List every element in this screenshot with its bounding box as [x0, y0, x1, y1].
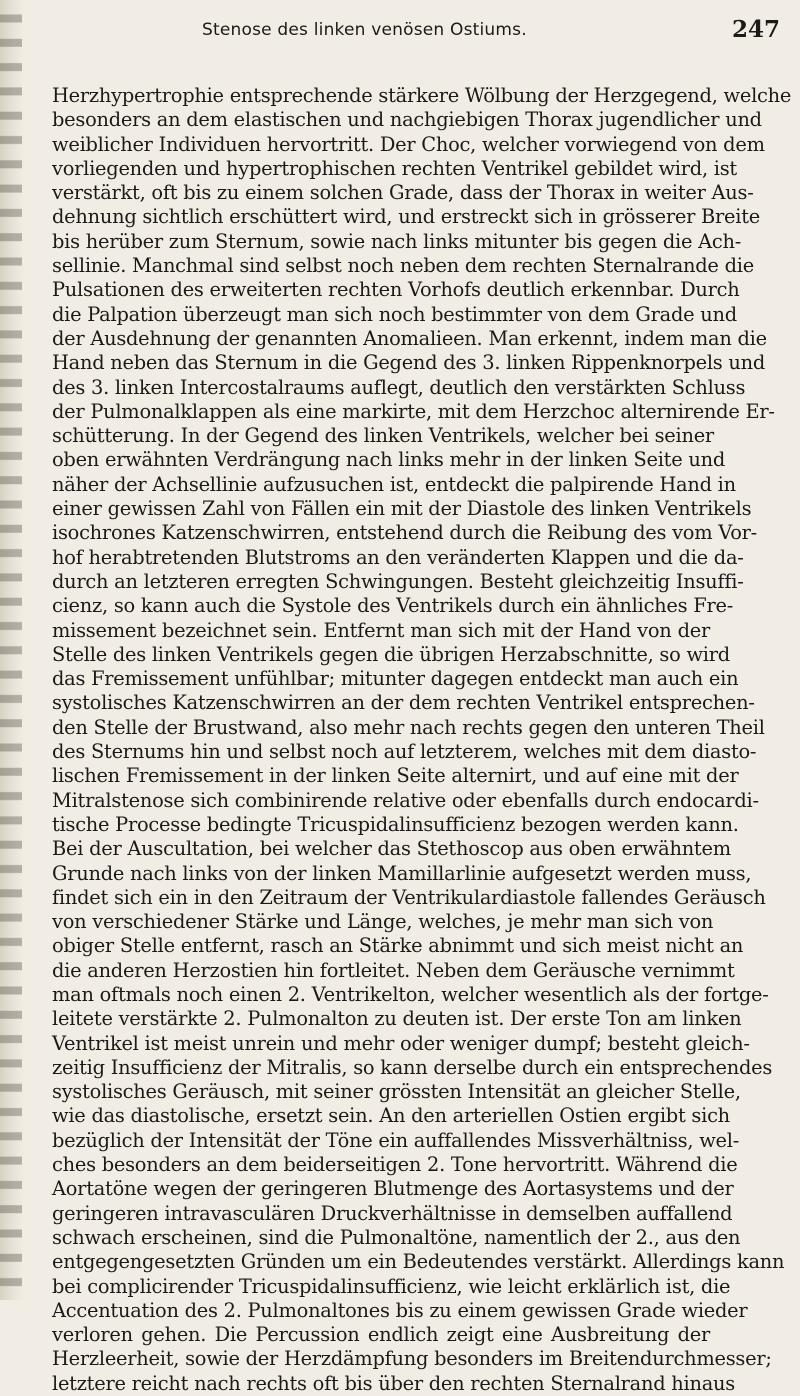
- text-line: obiger Stelle entfernt, rasch an Stärke abnimmt und sich meist nicht an: [52, 934, 744, 958]
- text-line: entgegengesetzten Gründen um ein Bedeutendes verstärkt. Allerdings kann: [52, 1250, 785, 1274]
- text-line: letztere reicht nach rechts oft bis über den rechten Sternalrand hinaus: [52, 1371, 735, 1395]
- text-line: leitete verstärkte 2. Pulmonalton zu deuten ist. Der erste Ton am linken: [52, 1007, 742, 1031]
- text-line: verloren gehen. Die Percussion endlich zeigt eine Ausbreitung der: [52, 1323, 710, 1347]
- text-line: vorliegenden und hypertrophischen rechten Ventrikel gebildet wird, ist: [52, 156, 737, 180]
- text-line: verstärkt, oft bis zu einem solchen Grade, dass der Thorax in weiter Aus-: [52, 181, 754, 205]
- text-line: hof herabtretenden Blutstroms an den veränderten Klappen und die da-: [52, 545, 744, 569]
- page-header: [52, 14, 780, 54]
- running-head: Stenose des linken venösen Ostiums.: [202, 20, 527, 40]
- text-line: schütterung. In der Gegend des linken Ventrikels, welcher bei seiner: [52, 424, 714, 448]
- text-line: Grunde nach links von der linken Mamillarlinie aufgesetzt werden muss,: [52, 861, 752, 885]
- text-line: Ventrikel ist meist unrein und mehr oder weniger dumpf; besteht gleich-: [52, 1031, 750, 1055]
- text-line: tische Processe bedingte Tricuspidalinsufficienz bezogen werden kann.: [52, 812, 739, 836]
- text-line: ches besonders an dem beiderseitigen 2. Tone hervortritt. Während die: [52, 1153, 738, 1177]
- text-line: der Pulmonalklappen als eine markirte, mit dem Herzchoc alternirende Er-: [52, 399, 775, 423]
- text-line: Bei der Auscultation, bei welcher das Stethoscop aus oben erwähntem: [52, 837, 731, 861]
- text-line: oben erwähnten Verdrängung nach links mehr in der linken Seite und: [52, 448, 726, 472]
- text-line: Mitralstenose sich combinirende relative oder ebenfalls durch endocardi-: [52, 788, 759, 812]
- text-line: bis herüber zum Sternum, sowie nach links mitunter bis gegen die Ach-: [52, 229, 742, 253]
- text-line: des Sternums hin und selbst noch auf letzterem, welches mit dem diasto-: [52, 740, 757, 764]
- binding-stitch-marks: [0, 0, 22, 1300]
- text-line: cienz, so kann auch die Systole des Ventrikels durch ein ähnliches Fre-: [52, 594, 734, 618]
- text-line: Herzleerheit, sowie der Herzdämpfung besonders im Breitendurchmesser;: [52, 1347, 772, 1371]
- text-line: missement bezeichnet sein. Entfernt man sich mit der Hand von der: [52, 618, 710, 642]
- text-line: der Ausdehnung der genannten Anomalieen. Man erkennt, indem man die: [52, 326, 767, 350]
- text-line: Stelle des linken Ventrikels gegen die übrigen Herzabschnitte, so wird: [52, 642, 730, 666]
- text-line: den Stelle der Brustwand, also mehr nach rechts gegen den unteren Theil: [52, 715, 765, 739]
- text-line: Herzhypertrophie entsprechende stärkere Wölbung der Herzgegend, welche: [52, 84, 792, 107]
- text-line: weiblicher Individuen hervortritt. Der Choc, welcher vorwiegend von dem: [52, 132, 765, 156]
- text-line: findet sich ein in den Zeitraum der Ventrikulardiastole fallendes Geräusch: [52, 885, 766, 909]
- text-line: sellinie. Manchmal sind selbst noch neben dem rechten Sternalrande die: [52, 254, 754, 278]
- text-line: systolisches Katzenschwirren an der dem rechten Ventrikel entsprechen-: [52, 691, 755, 715]
- text-line: geringeren intravasculären Druckverhältnisse in demselben auffallend: [52, 1201, 733, 1225]
- text-line: von verschiedener Stärke und Länge, welches, je mehr man sich von: [52, 910, 714, 934]
- text-line: Aortatöne wegen der geringeren Blutmenge des Aortasystems und der: [52, 1177, 734, 1201]
- text-line: zeitig Insufficienz der Mitralis, so kann derselbe durch ein entsprechendes: [52, 1055, 773, 1079]
- text-line: man oftmals noch einen 2. Ventrikelton, welcher wesentlich als der fortge-: [52, 982, 769, 1006]
- text-line: bezüglich der Intensität der Töne ein auffallendes Missverhältniss, wel-: [52, 1128, 740, 1152]
- page-number: 247: [731, 16, 780, 43]
- text-line: bei complicirender Tricuspidalinsufficienz, wie leicht erklärlich ist, die: [52, 1274, 731, 1298]
- text-line: systolisches Geräusch, mit seiner grössten Intensität an gleicher Stelle,: [52, 1080, 741, 1104]
- text-line: wie das diastolische, ersetzt sein. An den arteriellen Ostien ergibt sich: [52, 1104, 730, 1128]
- text-line: schwach erscheinen, sind die Pulmonaltöne, namentlich der 2., aus den: [52, 1225, 741, 1249]
- text-line: durch an letzteren erregten Schwingungen. Besteht gleichzeitig Insuffi-: [52, 569, 744, 593]
- text-line: Accentuation des 2. Pulmonaltones bis zu einem gewissen Grade wieder: [52, 1298, 748, 1322]
- text-line: die Palpation überzeugt man sich noch bestimmter von dem Grade und: [52, 302, 737, 326]
- text-line: das Fremissement unfühlbar; mitunter dagegen entdeckt man auch ein: [52, 667, 739, 691]
- text-line: einer gewissen Zahl von Fällen ein mit der Diastole des linken Ventrikels: [52, 497, 752, 521]
- text-line: isochrones Katzenschwirren, entstehend durch die Reibung des vom Vor-: [52, 521, 757, 545]
- page-binding-shadow: [0, 0, 24, 1300]
- text-line: lischen Fremissement in der linken Seite alternirt, und auf eine mit der: [52, 764, 739, 788]
- text-line: besonders an dem elastischen und nachgiebigen Thorax jugendlicher und: [52, 108, 762, 132]
- text-line: näher der Achsellinie aufzusuchen ist, entdeckt die palpirende Hand in: [52, 472, 736, 496]
- text-line: die anderen Herzostien hin fortleitet. Neben dem Geräusche vernimmt: [52, 958, 735, 982]
- text-line: Pulsationen des erweiterten rechten Vorhofs deutlich erkennbar. Durch: [52, 278, 740, 302]
- text-line: Hand neben das Sternum in die Gegend des 3. linken Rippenknorpels und: [52, 351, 766, 375]
- text-line: dehnung sichtlich erschüttert wird, und erstreckt sich in grösserer Breite: [52, 205, 760, 229]
- body-text: [52, 84, 792, 1396]
- text-line: des 3. linken Intercostalraums auflegt, deutlich den verstärkten Schluss: [52, 375, 746, 399]
